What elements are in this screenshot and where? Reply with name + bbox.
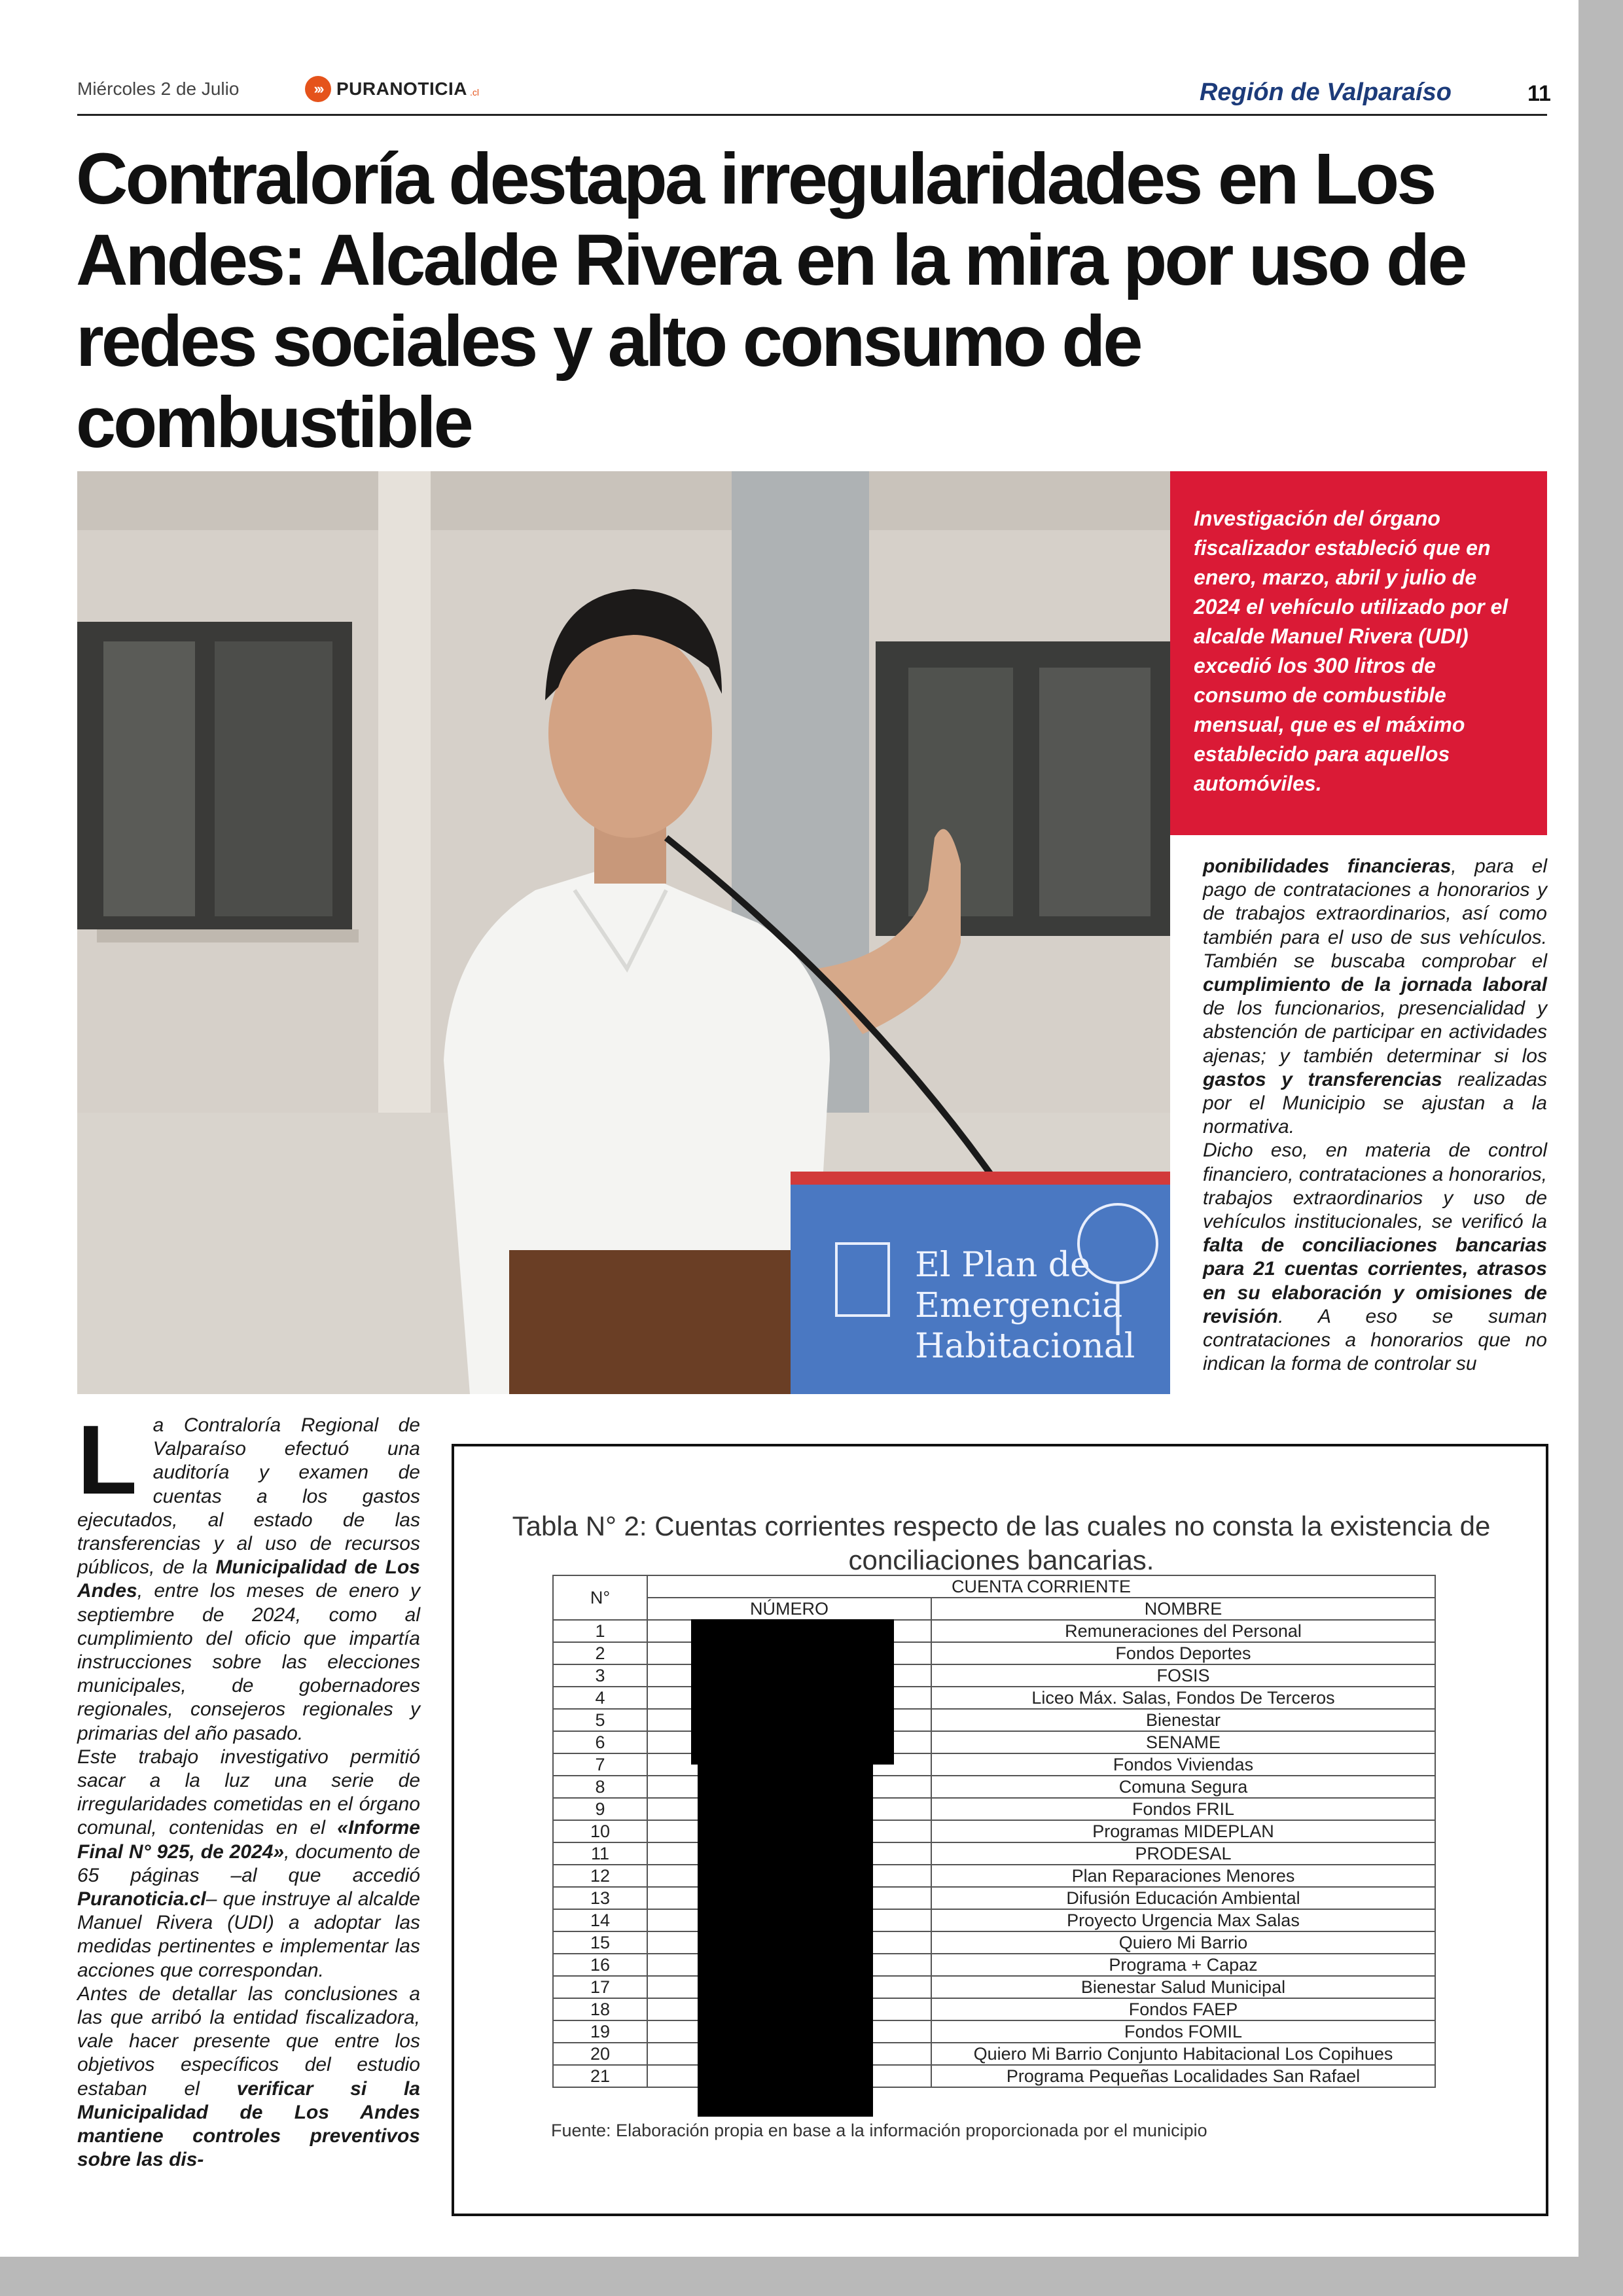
podium-text-2: Emergencia xyxy=(915,1286,1123,1325)
row-number: 16 xyxy=(553,1954,647,1976)
row-number: 18 xyxy=(553,1998,647,2020)
row-account-name: Fondos Deportes xyxy=(931,1642,1435,1664)
row-number: 6 xyxy=(553,1731,647,1753)
body-left-p1: La Contraloría Regional de Valparaíso efectuó una auditoría y examen de cuentas a los gastos ejecutados, al estado de las transferencias y al uso de recursos públicos, de la Municipalidad de Los Andes, entre los meses de enero y septiembre de 2024, como al cumplimiento del oficio que impartía instrucciones sobre las elecciones municipales, de gobernadores regionales, consejeros regionales y primarias del año pasado. xyxy=(77,1405,420,1744)
table-row xyxy=(553,1620,1435,1642)
issue-date: Miércoles 2 de Julio xyxy=(77,79,240,99)
drop-cap: L xyxy=(77,1405,137,1515)
row-account-name: Quiero Mi Barrio xyxy=(931,1931,1435,1954)
row-account-name: Liceo Máx. Salas, Fondos De Terceros xyxy=(931,1687,1435,1709)
section-title: Región de Valparaíso xyxy=(1199,79,1452,106)
row-account-name: Fondos Viviendas xyxy=(931,1753,1435,1776)
row-account-name: Fondos FAEP xyxy=(931,1998,1435,2020)
row-number: 11 xyxy=(553,1842,647,1865)
row-account-name: Bienestar xyxy=(931,1709,1435,1731)
row-account-name: Programa Pequeñas Localidades San Rafael xyxy=(931,2065,1435,2087)
body-left-p2: Este trabajo investigativo permitió sacar a la luz una serie de irregularidades cometidas en el órgano comunal, contenidas en el «Informe Final N° 925, de 2024», documento de 65 páginas –al que accedió Puranoticia.cl– que instruye al alcalde Manuel Rivera (UDI) a adoptar las medidas pertinentes e implementar las acciones que correspondan. xyxy=(77,1746,421,1981)
row-number: 5 xyxy=(553,1709,647,1731)
group-header-cuenta: CUENTA CORRIENTE xyxy=(647,1575,1435,1598)
row-account-name: Programas MIDEPLAN xyxy=(931,1820,1435,1842)
table-row xyxy=(553,1865,1435,1887)
article-photo xyxy=(77,471,1170,1394)
col-header-nombre: NOMBRE xyxy=(931,1598,1435,1620)
row-number: 1 xyxy=(553,1620,647,1642)
row-account-name: FOSIS xyxy=(931,1664,1435,1687)
table-row xyxy=(553,1798,1435,1820)
table-row xyxy=(553,1887,1435,1909)
table-row xyxy=(553,1664,1435,1687)
row-number: 9 xyxy=(553,1798,647,1820)
row-number: 7 xyxy=(553,1753,647,1776)
photo-illustration xyxy=(77,471,1170,1394)
accounts-table xyxy=(552,1575,1436,2088)
row-account-name: Programa + Capaz xyxy=(931,1954,1435,1976)
table-row xyxy=(553,1931,1435,1954)
row-number: 3 xyxy=(553,1664,647,1687)
table-row xyxy=(553,1954,1435,1976)
table-figure xyxy=(452,1444,1548,2216)
table-row xyxy=(553,1976,1435,1998)
table-row xyxy=(553,1731,1435,1753)
row-number: 21 xyxy=(553,2065,647,2087)
page-number: 11 xyxy=(1527,81,1551,106)
table-row xyxy=(553,1753,1435,1776)
row-account-name: Remuneraciones del Personal xyxy=(931,1620,1435,1642)
body-left-column xyxy=(77,1405,421,2172)
body-left-p3: Antes de detallar las conclusiones a las que arribó la entidad fiscalizadora, vale hacer presente que entre los objetivos específicos del estudio estaban el verificar si la Municipalidad de Los Andes mantiene controles preventivos sobre las dis- xyxy=(77,1982,420,2171)
row-account-name: PRODESAL xyxy=(931,1842,1435,1865)
table-row xyxy=(553,1842,1435,1865)
body-right-p2: Dicho eso, en materia de control financiero, contrataciones a honorarios, trabajos extraordinarios y uso de vehículos institucionales, se verificó la falta de conciliaciones bancarias para 21 cuentas corrientes, atrasos en su elaboración y omisiones de revisión. A eso se suman contrataciones a honorarios que no indican la forma de controlar su xyxy=(1203,1139,1547,1375)
redaction-block-2 xyxy=(698,1765,873,2117)
row-account-name: Fondos FOMIL xyxy=(931,2020,1435,2043)
row-account-name: Comuna Segura xyxy=(931,1776,1435,1798)
redaction-block-1 xyxy=(691,1619,894,1765)
table-row xyxy=(553,2043,1435,2065)
row-account-name: Fondos FRIL xyxy=(931,1798,1435,1820)
row-number: 4 xyxy=(553,1687,647,1709)
table-row xyxy=(553,2020,1435,2043)
row-number: 8 xyxy=(553,1776,647,1798)
header-rule xyxy=(77,114,1547,116)
col-header-no: N° xyxy=(553,1575,647,1620)
row-number: 10 xyxy=(553,1820,647,1842)
table-row xyxy=(553,2065,1435,2087)
highlight-box xyxy=(1170,471,1547,835)
table-row xyxy=(553,1709,1435,1731)
row-account-name: Proyecto Urgencia Max Salas xyxy=(931,1909,1435,1931)
logo-chevrons-icon: ››› xyxy=(305,76,331,102)
table-title: Tabla N° 2: Cuentas corrientes respecto de las cuales no consta la existencia de conciliaciones bancarias. xyxy=(512,1511,1491,1575)
body-right-column xyxy=(1203,855,1547,1376)
row-number: 2 xyxy=(553,1642,647,1664)
row-account-name: Plan Reparaciones Menores xyxy=(931,1865,1435,1887)
podium-text-1: El Plan de xyxy=(915,1246,1090,1285)
row-account-name: Difusión Educación Ambiental xyxy=(931,1887,1435,1909)
row-account-name: Bienestar Salud Municipal xyxy=(931,1976,1435,1998)
body-right-p1: ponibilidades financieras, para el pago de contrataciones a honorarios y de trabajos extraordinarios, así como también para el uso de sus vehículos. También se buscaba comprobar el cumplimiento de la jornada laboral de los funcionarios, presencialidad y abstención de participar en actividades ajenas; y también determinar si los gastos y transferencias realizadas por el Municipio se ajustan a la normativa. xyxy=(1203,855,1548,1138)
headline: Contraloría destapa irregularidades en Los Andes: Alcalde Rivera en la mira por uso de redes sociales y alto consumo de combustible xyxy=(76,139,1465,463)
row-account-name: SENAME xyxy=(931,1731,1435,1753)
table-row xyxy=(553,1776,1435,1798)
table-row xyxy=(553,1998,1435,2020)
logo-text: PURANOTICIA xyxy=(336,79,467,99)
row-number: 15 xyxy=(553,1931,647,1954)
table-row xyxy=(553,1642,1435,1664)
row-number: 14 xyxy=(553,1909,647,1931)
row-number: 12 xyxy=(553,1865,647,1887)
puranoticia-logo xyxy=(305,76,479,102)
table-row xyxy=(553,1687,1435,1709)
row-number: 20 xyxy=(553,2043,647,2065)
row-number: 17 xyxy=(553,1976,647,1998)
row-account-name: Quiero Mi Barrio Conjunto Habitacional Los Copihues xyxy=(931,2043,1435,2065)
podium-text-3: Habitacional xyxy=(915,1327,1135,1366)
logo-suffix: .cl xyxy=(469,87,479,98)
row-number: 13 xyxy=(553,1887,647,1909)
highlight-text: Investigación del órgano fiscalizador estableció que en enero, marzo, abril y julio de 2024 el vehículo utilizado por el alcalde Manuel Rivera (UDI) excedió los 300 litros de consumo de combustible mensual, que es el máximo establecido para aquellos automóviles. xyxy=(1194,507,1508,795)
row-number: 19 xyxy=(553,2020,647,2043)
table-row xyxy=(553,1820,1435,1842)
col-header-numero: NÚMERO xyxy=(647,1598,931,1620)
table-row xyxy=(553,1909,1435,1931)
table-source: Fuente: Elaboración propia en base a la información proporcionada por el municipio xyxy=(551,2121,1207,2140)
